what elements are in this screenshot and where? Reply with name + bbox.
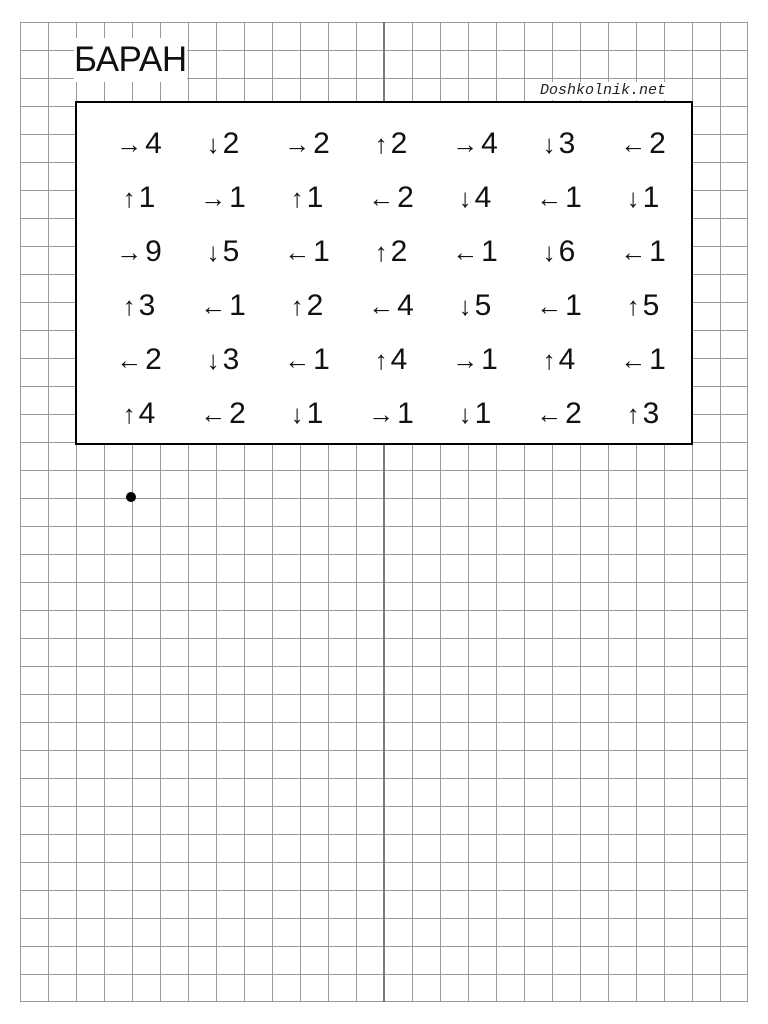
step-item	[265, 333, 349, 387]
step-count: 1	[565, 181, 582, 214]
step-item	[265, 171, 349, 225]
step-item	[97, 279, 181, 333]
direction-arrow-icon: ↓	[290, 398, 304, 429]
direction-arrow-icon: ←	[200, 290, 227, 321]
step-count: 1	[481, 343, 498, 376]
step-item	[601, 225, 685, 279]
step-count: 2	[649, 127, 666, 160]
step-item	[601, 279, 685, 333]
step-item	[97, 117, 181, 171]
step-item	[265, 225, 349, 279]
step-count: 1	[397, 397, 414, 430]
step-item	[181, 225, 265, 279]
direction-arrow-icon: ↓	[458, 398, 472, 429]
direction-arrow-icon: ↑	[374, 344, 388, 375]
step-count: 2	[229, 397, 246, 430]
site-watermark: Doshkolnik.net	[540, 82, 667, 99]
step-count: 5	[642, 289, 660, 322]
step-count: 1	[229, 181, 246, 214]
direction-arrow-icon: ←	[368, 290, 395, 321]
direction-arrow-icon: →	[116, 128, 143, 159]
direction-arrow-icon: ↑	[290, 182, 304, 213]
step-count: 1	[306, 181, 324, 214]
direction-arrow-icon: →	[368, 398, 395, 429]
page-title: БАРАН	[74, 38, 187, 82]
direction-arrow-icon: ↓	[626, 182, 640, 213]
step-item	[433, 117, 517, 171]
step-item	[601, 117, 685, 171]
step-count: 4	[138, 397, 156, 430]
step-item	[265, 279, 349, 333]
direction-arrow-icon: ←	[368, 182, 395, 213]
step-count: 1	[474, 397, 492, 430]
step-item	[97, 225, 181, 279]
step-item	[97, 333, 181, 387]
step-item	[349, 117, 433, 171]
step-count: 4	[397, 289, 414, 322]
step-item	[349, 333, 433, 387]
step-count: 2	[306, 289, 324, 322]
direction-arrow-icon: ↑	[626, 290, 640, 321]
step-item	[349, 171, 433, 225]
step-item	[517, 279, 601, 333]
step-item	[349, 225, 433, 279]
step-item	[601, 387, 685, 441]
step-count: 1	[306, 397, 324, 430]
direction-arrow-icon: →	[284, 128, 311, 159]
direction-arrow-icon: ↓	[206, 344, 220, 375]
step-item	[349, 387, 433, 441]
step-item	[517, 117, 601, 171]
direction-arrow-icon: →	[452, 344, 479, 375]
step-count: 9	[145, 235, 162, 268]
direction-arrow-icon: ↓	[542, 236, 556, 267]
step-item	[601, 171, 685, 225]
step-item	[433, 387, 517, 441]
step-count: 2	[397, 181, 414, 214]
step-count: 1	[649, 343, 666, 376]
step-item	[97, 171, 181, 225]
step-item	[433, 279, 517, 333]
direction-arrow-icon: ↑	[290, 290, 304, 321]
direction-arrow-icon: ↓	[458, 290, 472, 321]
step-item	[265, 387, 349, 441]
direction-arrow-icon: ←	[536, 398, 563, 429]
step-item	[181, 333, 265, 387]
direction-arrow-icon: ←	[620, 236, 647, 267]
direction-arrow-icon: ←	[536, 182, 563, 213]
direction-arrow-icon: ←	[620, 344, 647, 375]
direction-arrow-icon: →	[116, 236, 143, 267]
direction-arrow-icon: ↑	[626, 398, 640, 429]
step-count: 1	[313, 235, 330, 268]
direction-arrow-icon: ↓	[458, 182, 472, 213]
step-item	[517, 171, 601, 225]
direction-arrow-icon: ↓	[206, 128, 220, 159]
step-count: 4	[558, 343, 576, 376]
step-count: 5	[474, 289, 492, 322]
direction-arrow-icon: ←	[536, 290, 563, 321]
direction-arrow-icon: ↑	[374, 236, 388, 267]
step-count: 1	[138, 181, 156, 214]
direction-arrow-icon: ←	[284, 344, 311, 375]
step-count: 4	[390, 343, 408, 376]
step-count: 2	[390, 235, 408, 268]
step-count: 2	[313, 127, 330, 160]
direction-arrow-icon: ↑	[122, 182, 136, 213]
direction-arrow-icon: ↑	[122, 290, 136, 321]
step-sequence	[97, 117, 685, 441]
step-count: 1	[229, 289, 246, 322]
direction-arrow-icon: ←	[620, 128, 647, 159]
step-item	[517, 387, 601, 441]
step-item	[181, 171, 265, 225]
step-item	[433, 333, 517, 387]
step-count: 3	[138, 289, 156, 322]
start-point-dot	[126, 492, 136, 502]
step-item	[349, 279, 433, 333]
direction-arrow-icon: ↑	[542, 344, 556, 375]
step-count: 1	[313, 343, 330, 376]
direction-arrow-icon: ↓	[206, 236, 220, 267]
step-count: 1	[649, 235, 666, 268]
direction-arrow-icon: ←	[200, 398, 227, 429]
step-count: 2	[145, 343, 162, 376]
step-count: 4	[145, 127, 162, 160]
step-count: 1	[565, 289, 582, 322]
instructions-box	[75, 101, 693, 445]
step-count: 3	[642, 397, 660, 430]
step-count: 3	[558, 127, 576, 160]
direction-arrow-icon: ←	[284, 236, 311, 267]
direction-arrow-icon: ↓	[542, 128, 556, 159]
direction-arrow-icon: ←	[116, 344, 143, 375]
direction-arrow-icon: ↑	[374, 128, 388, 159]
step-count: 5	[222, 235, 240, 268]
step-item	[181, 387, 265, 441]
step-count: 1	[642, 181, 660, 214]
step-count: 2	[565, 397, 582, 430]
direction-arrow-icon: ←	[452, 236, 479, 267]
step-count: 4	[474, 181, 492, 214]
step-item	[517, 225, 601, 279]
step-item	[433, 171, 517, 225]
step-count: 6	[558, 235, 576, 268]
step-count: 2	[390, 127, 408, 160]
step-count: 2	[222, 127, 240, 160]
direction-arrow-icon: →	[452, 128, 479, 159]
step-item	[181, 279, 265, 333]
step-item	[517, 333, 601, 387]
step-count: 1	[481, 235, 498, 268]
step-item	[181, 117, 265, 171]
direction-arrow-icon: →	[200, 182, 227, 213]
step-item	[97, 387, 181, 441]
step-count: 3	[222, 343, 240, 376]
step-item	[601, 333, 685, 387]
step-item	[265, 117, 349, 171]
direction-arrow-icon: ↑	[122, 398, 136, 429]
step-count: 4	[481, 127, 498, 160]
step-item	[433, 225, 517, 279]
